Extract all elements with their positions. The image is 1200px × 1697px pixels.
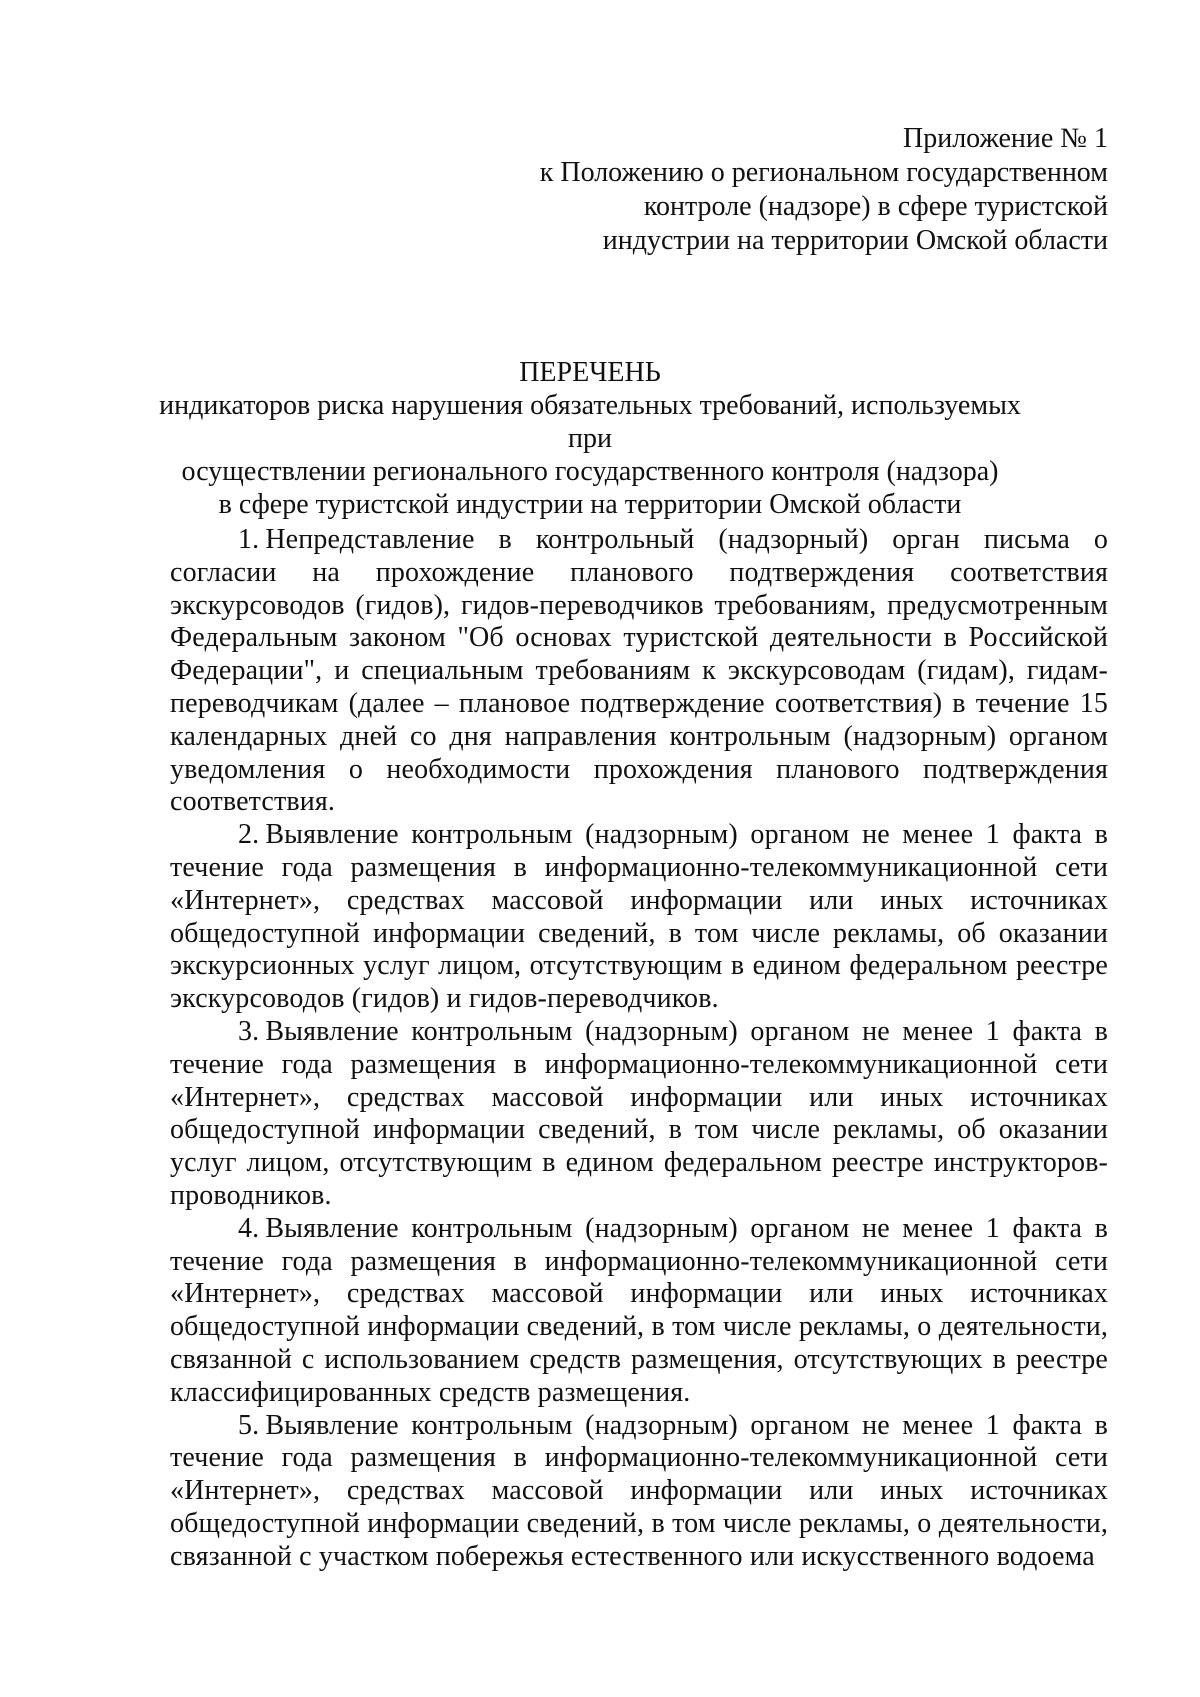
indicator-list [170,524,1108,1574]
title-subline: индикаторов риска нарушения обязательных требований, используемых при [159,390,1021,454]
item-number: 3. [238,1015,260,1047]
appendix-reference-line: контроле (надзоре) в сфере туристской [643,191,1108,222]
appendix-reference-line: индустрии на территории Омской области [602,225,1108,256]
item-text: Выявление контрольным (надзорным) органом не менее 1 факта в течение года размещения в информационно-телекоммуникационной сети «Интернет», средствах массовой информации или иных источниках общедоступной информации сведений, в том числе рекламы, об оказании услуг лицом, отсутствующим в едином федеральном реестре инструкторов-проводников. [170,1015,1108,1211]
item-number: 2. [238,819,260,851]
list-item [170,524,1108,819]
list-item [170,1213,1108,1410]
document-title [150,356,1030,521]
title-subline: осуществлении регионального государственного контроля (надзора) [181,456,999,487]
item-number: 1. [238,524,260,555]
appendix-number: Приложение № 1 [903,123,1108,154]
list-item [170,1410,1108,1574]
item-text: Выявление контрольным (надзорным) органом не менее 1 факта в течение года размещения в информационно-телекоммуникационной сети «Интернет», средствах массовой информации или иных источниках общедоступной информации сведений, в том числе рекламы, о деятельности, связанной с участком побережья естественного или искусственного водоема [170,1409,1108,1572]
appendix-header [540,122,1108,258]
list-item [170,1016,1108,1213]
list-item [170,819,1108,1016]
title-heading: ПЕРЕЧЕНЬ [519,357,661,388]
title-subline: в сфере туристской индустрии на территории Омской области [218,489,962,520]
item-text: Выявление контрольным (надзорным) органом не менее 1 факта в течение года размещения в информационно-телекоммуникационной сети «Интернет», средствах массовой информации или иных источниках общедоступной информации сведений, в том числе рекламы, об оказании экскурсионных услуг лицом, отсутствующим в едином федеральном реестре экскурсоводов (гидов) и гидов-переводчиков. [170,819,1108,1015]
item-text: Непредставление в контрольный (надзорный) орган письма о согласии на прохождение планового подтверждения соответствия экскурсоводов (гидов), гидов-переводчиков требованиям, предусмотренным Федеральным законом "Об основах туристской деятельности в Российской Федерации", и специальным требованиям к экскурсоводам (гидам), гидам-переводчикам (далее – плановое подтверждение соответствия) в течение 15 календарных дней со дня направления контрольным (надзорным) органом уведомления о необходимости прохождения планового подтверждения соответствия. [170,524,1108,818]
item-number: 4. [238,1212,260,1244]
appendix-reference-line: к Положению о региональном государственном [539,157,1108,188]
item-number: 5. [238,1409,260,1441]
item-text: Выявление контрольным (надзорным) органом не менее 1 факта в течение года размещения в информационно-телекоммуникационной сети «Интернет», средствах массовой информации или иных источниках общедоступной информации сведений, в том числе рекламы, о деятельности, связанной с использованием средств размещения, отсутствующих в реестре классифицированных средств размещения. [170,1212,1108,1408]
